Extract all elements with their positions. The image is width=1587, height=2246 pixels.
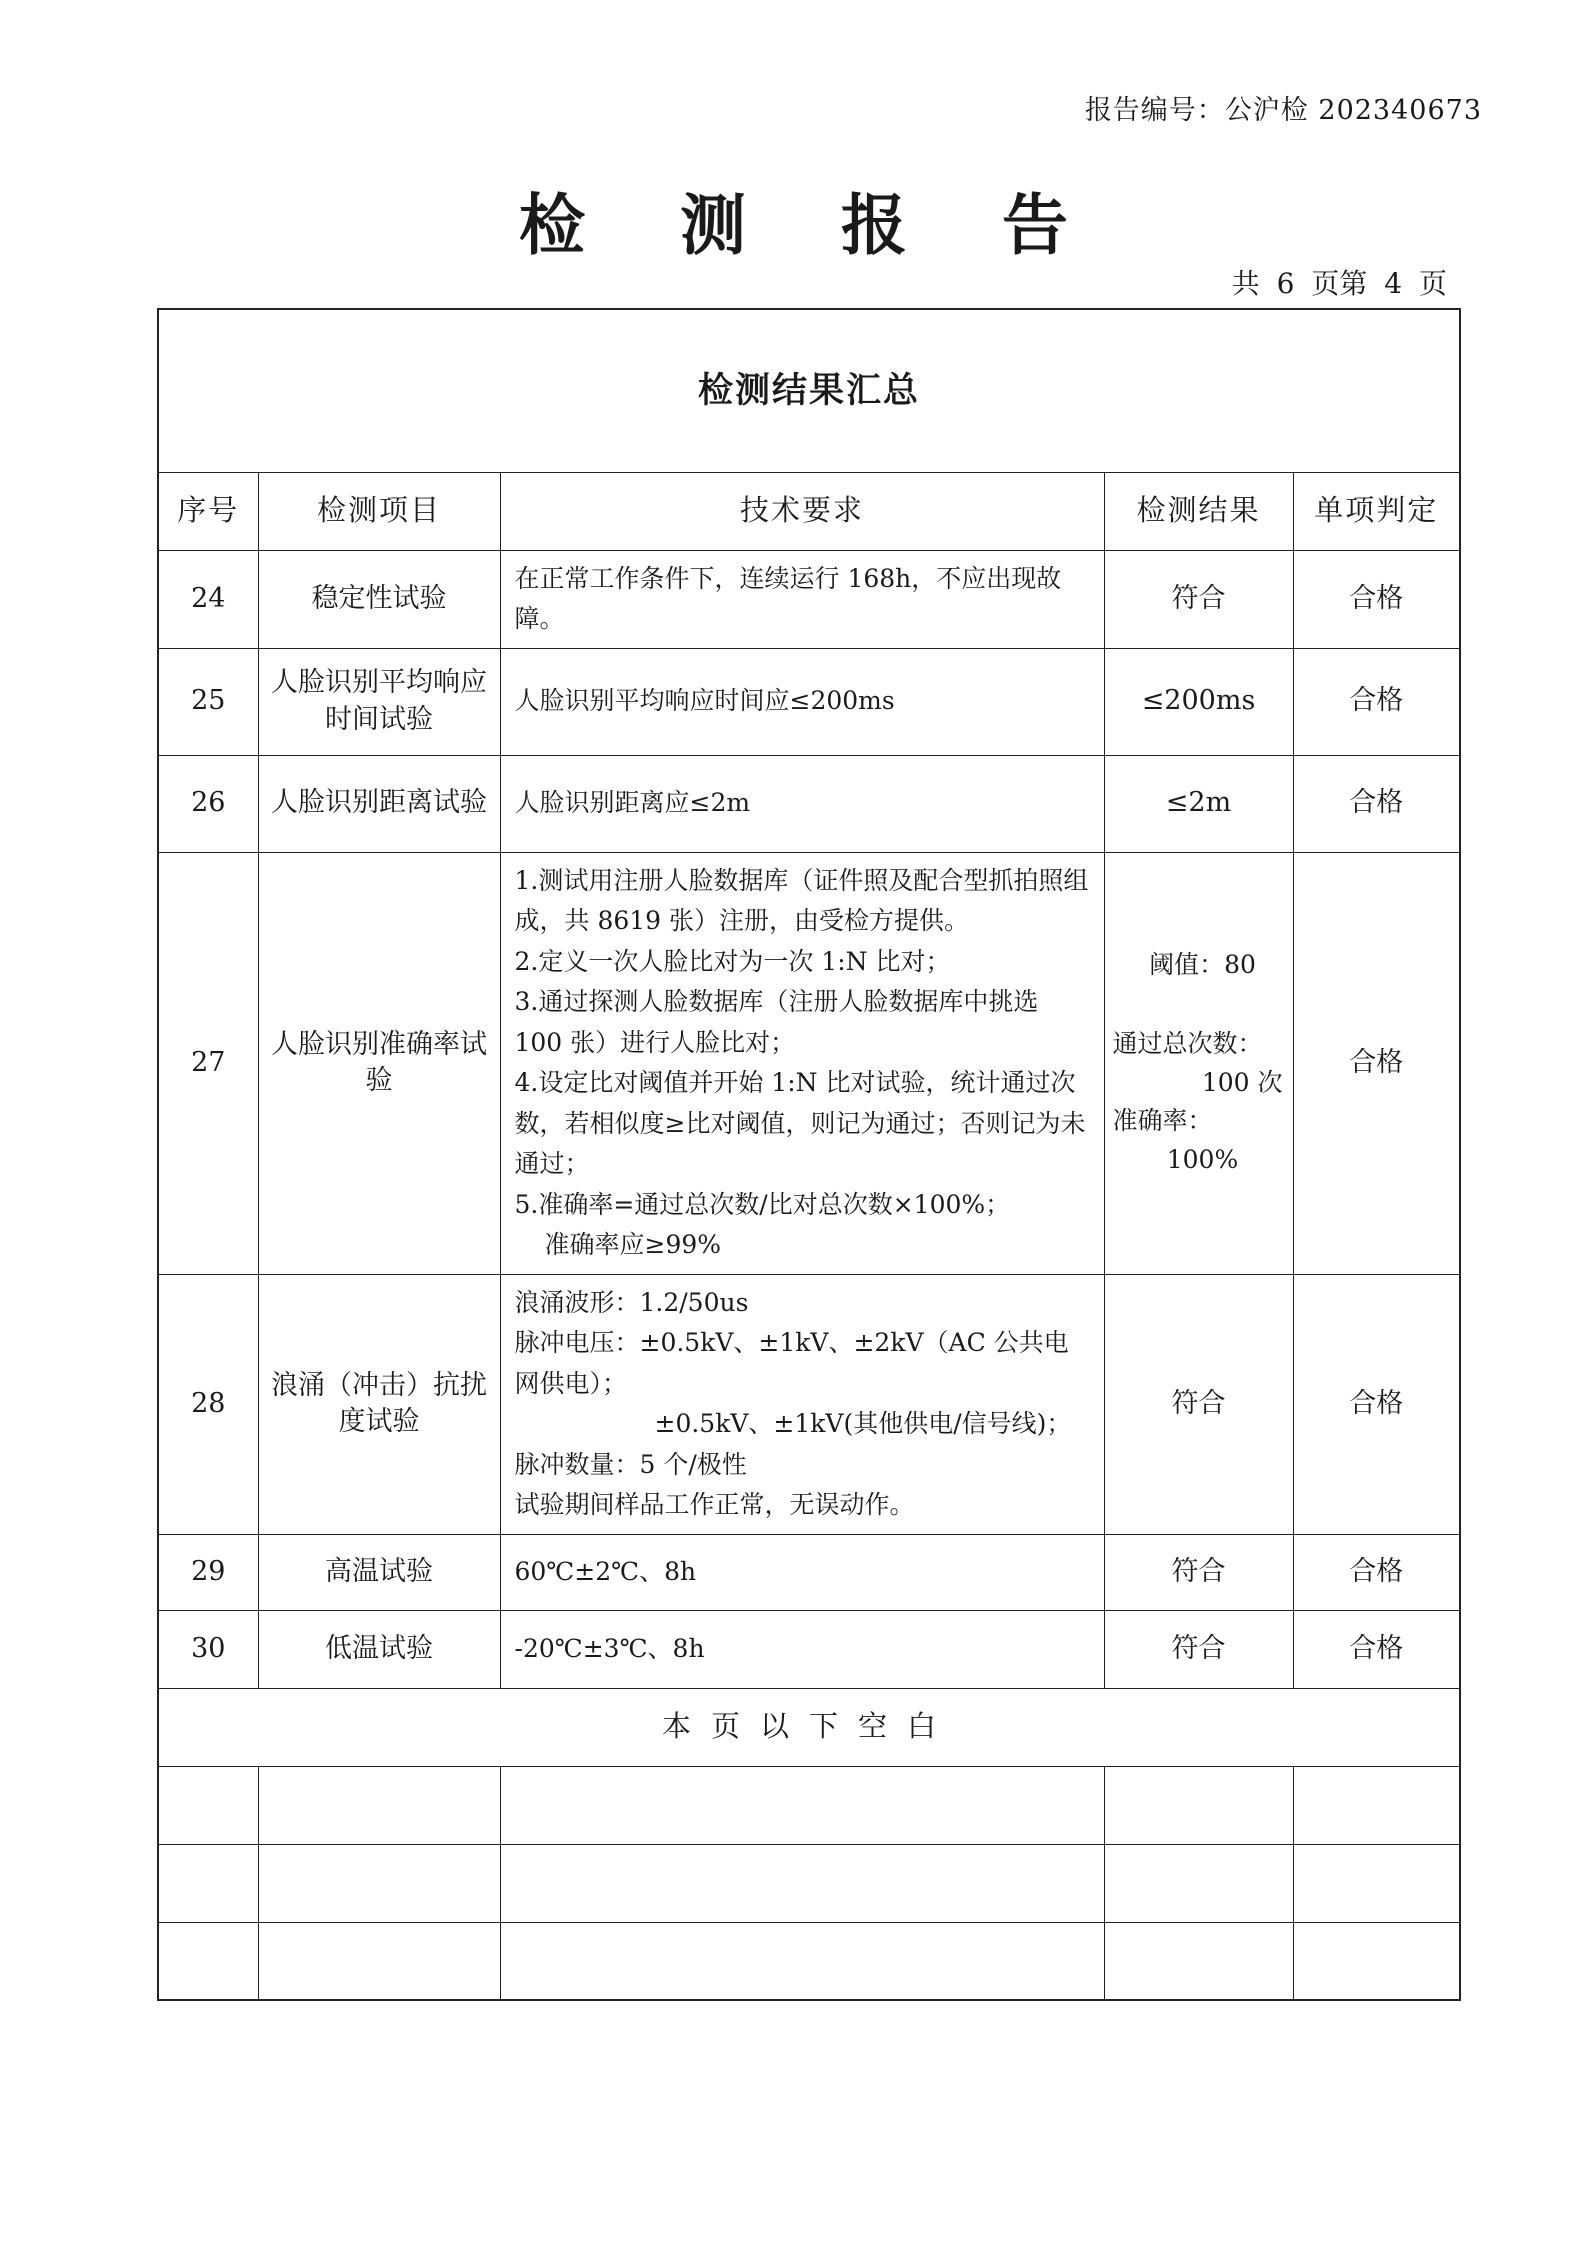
row-verdict: 合格	[1293, 550, 1460, 648]
row-result: 符合	[1104, 550, 1293, 648]
empty-row	[158, 1766, 1460, 1844]
row-item: 人脸识别准确率试验	[258, 852, 500, 1274]
row-result: ≤200ms	[1104, 648, 1293, 755]
row-item: 人脸识别平均响应时间试验	[258, 648, 500, 755]
row-no: 26	[158, 755, 258, 852]
section-title: 检测结果汇总	[158, 309, 1460, 472]
row-item: 浪涌（冲击）抗扰度试验	[258, 1274, 500, 1534]
empty-row	[158, 1844, 1460, 1922]
row-requirement: 1.测试用注册人脸数据库（证件照及配合型抓拍照组成，共 8619 张）注册，由受检方提供。 2.定义一次人脸比对为一次 1:N 比对； 3.通过探测人脸数据库（注册人脸数据库中挑选 100 张）进行人脸比对； 4.设定比对阈值并开始 1:N 比对试验，统计通过次数，若相似度≥比对阈值，则记为通过；否则记为未通过； 5.准确率=通过总次数/比对总次数×100%； 准确率应≥99%	[500, 852, 1104, 1274]
column-header-item: 检测项目	[258, 472, 500, 550]
row-requirement: 60℃±2℃、8h	[500, 1534, 1104, 1610]
row-result: 符合	[1104, 1610, 1293, 1688]
row-verdict: 合格	[1293, 755, 1460, 852]
row-no: 30	[158, 1610, 258, 1688]
row-item: 高温试验	[258, 1534, 500, 1610]
table-row	[158, 550, 1460, 648]
table-header-row	[158, 472, 1460, 550]
row-verdict: 合格	[1293, 1274, 1460, 1534]
row-no: 25	[158, 648, 258, 755]
table-row	[158, 852, 1460, 1274]
row-result: 符合	[1104, 1534, 1293, 1610]
row-requirement: -20℃±3℃、8h	[500, 1610, 1104, 1688]
row-no: 29	[158, 1534, 258, 1610]
table-row	[158, 755, 1460, 852]
row-verdict: 合格	[1293, 1534, 1460, 1610]
results-table	[157, 308, 1461, 2001]
row-item: 人脸识别距离试验	[258, 755, 500, 852]
column-header-requirement: 技术要求	[500, 472, 1104, 550]
row-verdict: 合格	[1293, 1610, 1460, 1688]
row-verdict: 合格	[1293, 648, 1460, 755]
column-header-no: 序号	[158, 472, 258, 550]
column-header-result: 检测结果	[1104, 472, 1293, 550]
blank-note-row	[158, 1688, 1460, 1766]
table-row	[158, 1274, 1460, 1534]
row-verdict: 合格	[1293, 852, 1460, 1274]
row-no: 28	[158, 1274, 258, 1534]
row-no: 24	[158, 550, 258, 648]
row-result: 阈值：80 通过总次数： 100 次 准确率： 100%	[1104, 852, 1293, 1274]
row-requirement: 浪涌波形：1.2/50us 脉冲电压：±0.5kV、±1kV、±2kV（AC 公共电网供电）； ±0.5kV、±1kV(其他供电/信号线)； 脉冲数量：5 个/极性 试验期间样品工作正常，无误动作。	[500, 1274, 1104, 1534]
column-header-verdict: 单项判定	[1293, 472, 1460, 550]
row-no: 27	[158, 852, 258, 1274]
row-item: 稳定性试验	[258, 550, 500, 648]
row-requirement: 人脸识别平均响应时间应≤200ms	[500, 648, 1104, 755]
empty-row	[158, 1922, 1460, 2000]
blank-note: 本页以下空白	[158, 1688, 1460, 1766]
table-row	[158, 1610, 1460, 1688]
row-result: 符合	[1104, 1274, 1293, 1534]
page-info: 共 6 页第 4 页	[1231, 267, 1447, 300]
table-row	[158, 648, 1460, 755]
page-title: 检 测 报 告	[519, 186, 1104, 264]
report-number: 报告编号：公沪检 202340673	[1084, 95, 1482, 126]
table-row	[158, 1534, 1460, 1610]
row-requirement: 在正常工作条件下，连续运行 168h，不应出现故障。	[500, 550, 1104, 648]
row-result: ≤2m	[1104, 755, 1293, 852]
row-item: 低温试验	[258, 1610, 500, 1688]
row-requirement: 人脸识别距离应≤2m	[500, 755, 1104, 852]
